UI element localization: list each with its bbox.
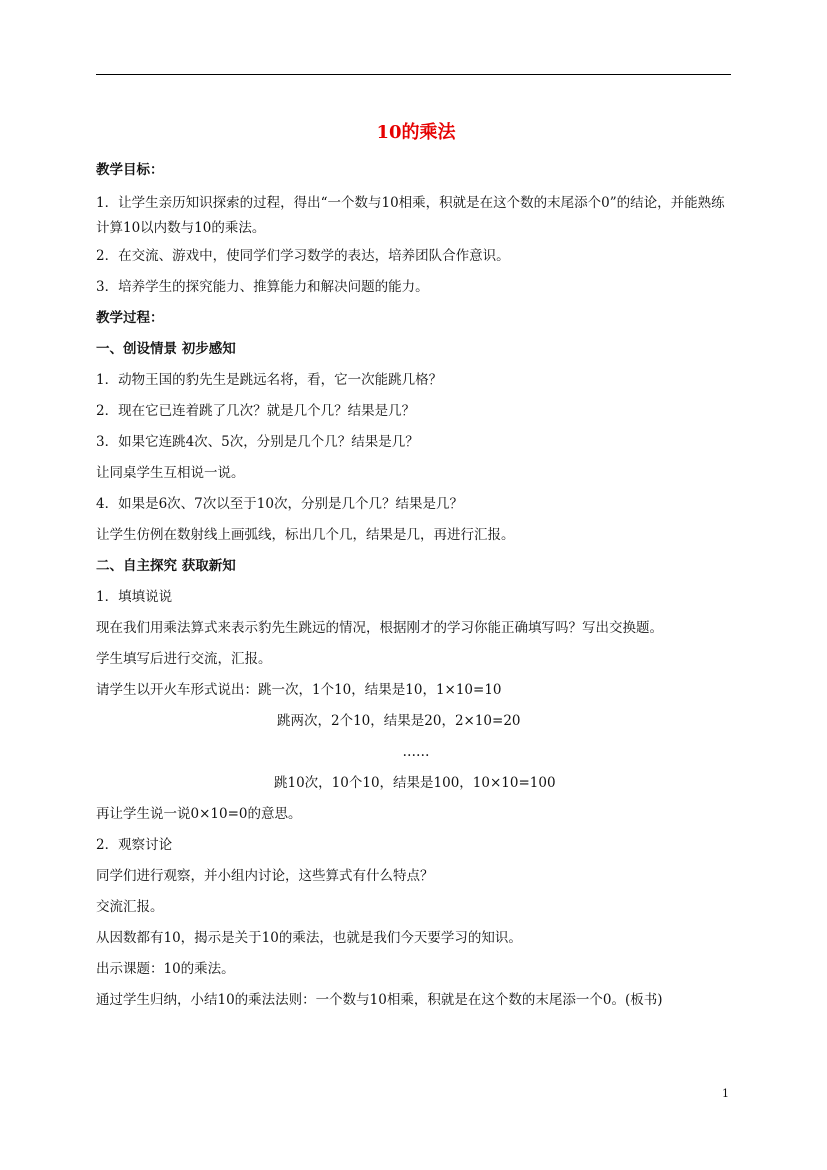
paragraph: 3．如果它连跳4次、5次，分别是几个几？结果是几？ (96, 434, 419, 450)
paragraph: 交流汇报。 (96, 899, 164, 915)
paragraph: 让同桌学生互相说一说。 (96, 465, 245, 481)
goal-3: 3．培养学生的探究能力、推算能力和解决问题的能力。 (96, 279, 429, 295)
part-1-heading: 一、创设情景 初步感知 (96, 341, 236, 357)
paragraph: 1．填填说说 (96, 589, 173, 605)
paragraph: 让学生仿例在数射线上画弧线，标出几个几，结果是几，再进行汇报。 (96, 527, 515, 543)
page-number: 1 (722, 1087, 729, 1100)
paragraph: 跳两次，2个10，结果是20，2×10=20 (277, 713, 521, 729)
document-body (96, 118, 736, 1021)
paragraph: 学生填写后进行交流，汇报。 (96, 651, 272, 667)
header-rule (96, 74, 731, 75)
paragraph: 通过学生归纳，小结10的乘法法则：一个数与10相乘，积就是在这个数的末尾添一个0。(板书) (96, 992, 663, 1008)
process-heading: 教学过程： (96, 310, 164, 326)
paragraph: 请学生以开火车形式说出：跳一次，1个10，结果是10，1×10=10 (96, 682, 502, 698)
paragraph: 跳10次，10个10，结果是100，10×10=100 (274, 775, 556, 791)
goal-2: 2．在交流、游戏中，使同学们学习数学的表达，培养团队合作意识。 (96, 248, 510, 264)
paragraph: 2．现在它已连着跳了几次？就是几个几？结果是几？ (96, 403, 416, 419)
paragraph: 同学们进行观察，并小组内讨论，这些算式有什么特点？ (96, 868, 434, 884)
document-title: 10的乘法 (376, 122, 456, 143)
paragraph: 1．动物王国的豹先生是跳远名将，看，它一次能跳几格？ (96, 372, 443, 388)
paragraph: 从因数都有10，揭示是关于10的乘法，也就是我们今天要学习的知识。 (96, 930, 522, 946)
paragraph: 4．如果是6次、7次以至于10次，分别是几个几？结果是几？ (96, 496, 463, 512)
paragraph: 再让学生说一说0×10=0的意思。 (96, 806, 302, 822)
paragraph: 出示课题：10的乘法。 (96, 961, 235, 977)
paragraph: 2．观察讨论 (96, 837, 173, 853)
goal-1: 1．让学生亲历知识探索的过程，得出“一个数与10相乘，积就是在这个数的末尾添个0”的结论，并能熟练计算10以内数与10的乘法。 (96, 195, 725, 236)
paragraph: 现在我们用乘法算式来表示豹先生跳远的情况，根据刚才的学习你能正确填写吗？写出交换题。 (96, 620, 663, 636)
ellipsis-line: …… (402, 744, 430, 760)
part-2-heading: 二、自主探究 获取新知 (96, 558, 236, 574)
goals-heading: 教学目标： (96, 162, 164, 178)
